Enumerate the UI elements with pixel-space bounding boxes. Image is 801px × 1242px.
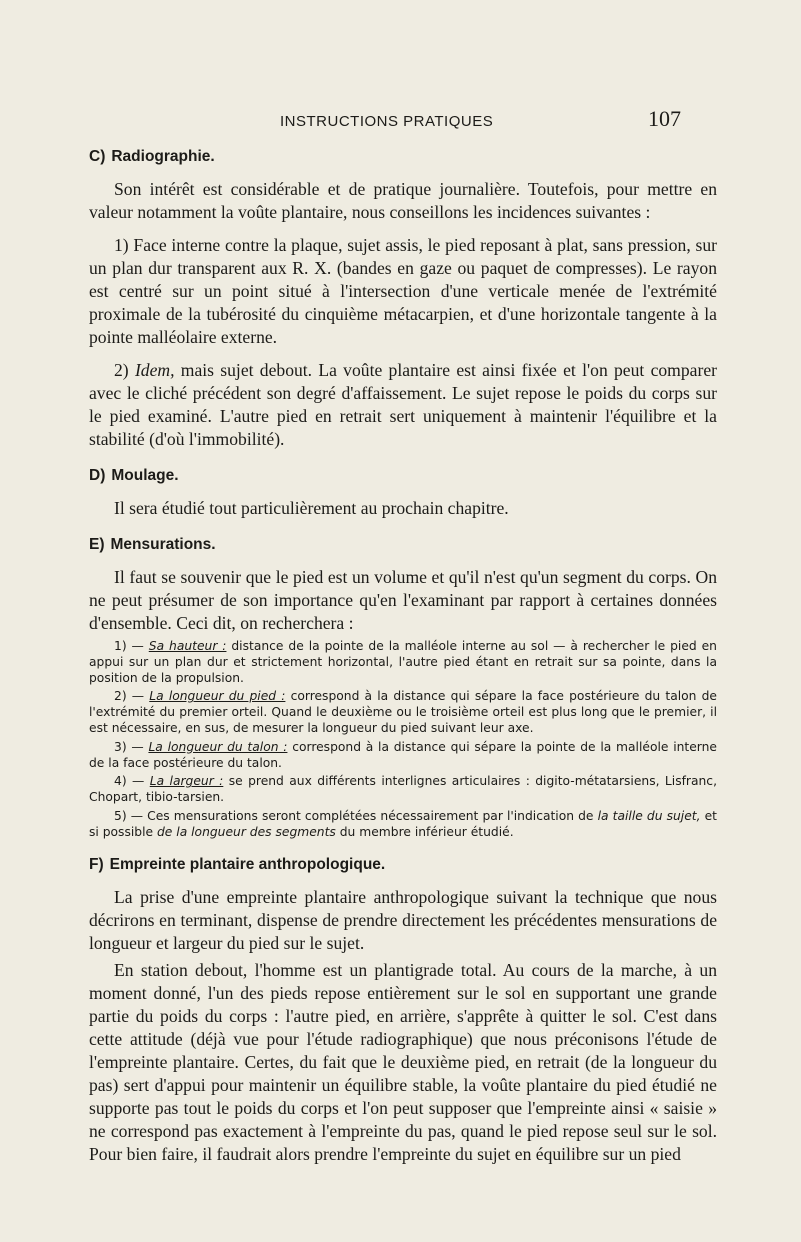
measurement-1 [89,639,717,686]
section-f-label: F) [89,855,104,873]
item-number: 2) [114,360,129,380]
emphasis: de la longueur des segments [157,824,336,839]
item-text: se prend aux différents interlignes articulaires : digito-métatarsiens, Lisfranc, Chopart, tibio-tarsien. [89,774,717,805]
item-number: 3) — [114,739,149,754]
measurement-2 [89,689,717,736]
item-number: 4) — [114,774,150,789]
page-header [280,106,681,132]
section-f-paragraph-1: La prise d'une empreinte plantaire anthropologique suivant la technique que nous décrirons en terminant, dispense de prendre directement les précédentes mensurations de longueur et largeur du pied sur le sujet. [89,886,717,953]
section-d-text: Il sera étudié tout particulièrement au prochain chapitre. [114,498,509,518]
section-e-label: E) [89,536,105,553]
section-c-title: Radiographie. [111,148,215,165]
section-d-title: Moulage. [111,467,179,484]
section-d-label: D) [89,467,106,484]
item-number: 5) — [114,808,148,823]
section-f-heading [89,856,717,874]
section-f-title: Empreinte plantaire anthropologique. [109,855,386,873]
item-number: 2) — [114,689,150,704]
item-text: et si possible [89,808,717,839]
section-e-title: Mensurations. [110,536,216,553]
page-number: 107 [648,106,681,131]
section-c-intro: Son intérêt est considérable et de pratique journalière. Toutefois, pour mettre en valeur notamment la voûte plantaire, nous conseillons les incidences suivantes : [89,179,717,222]
section-c-heading [89,148,717,166]
section-e-heading [89,536,717,554]
measurement-5 [89,809,717,841]
item-text: mais sujet debout. La voûte plantaire est ainsi fixée et l'on peut comparer avec le cliché précédent son degré d'affaissement. Le sujet repose le poids du corps sur le pied examiné. L'autre pied en retrait sert uniquement à maintenir l'équilibre et la stabilité (d'où l'immobilité). [89,360,717,449]
item-text: du membre inférieur étudié. [335,824,514,839]
item-text: distance de la pointe de la malléole interne au sol — à rechercher le pied en appui sur un plan dur et strictement horizontal, l'autre pied étant en retrait sur sa pointe, dans la position de la propulsion. [89,639,717,685]
section-c-item-1: 1) Face interne contre la plaque, sujet assis, le pied reposant à plat, sans pression, sur un plan dur transparent aux R. X. (bandes en gaze ou paquet de compresses). Le rayon est centré sur un point situé à l'intersection d'une verticale menée de l'extrémité proximale de la tubérosité du cinquième métacarpien, et d'une horizontale tangente à la pointe malléolaire externe. [89,235,717,347]
section-d-heading [89,467,717,485]
term: La longueur du pied : [149,689,286,704]
section-f-paragraph-2: En station debout, l'homme est un plantigrade total. Au cours de la marche, à un moment donné, l'un des pieds repose entièrement sur le sol en supportant une grande partie du poids du corps : l'autre pied, en arrière, s'apprête à quitter le sol. C'est dans cette attitude (déjà vue pour l'étude radiographique) que nous préconisons l'étude de l'empreinte plantaire. Certes, du fait que le deuxième pied, en retrait (de la longueur du pas) sert d'appui pour maintenir un équilibre stable, la voûte plantaire du pied étudié ne supporte pas tout le poids du corps et l'on peut supposer que l'empreinte ainsi « saisie » ne correspond pas exactement à l'empreinte du pas, quand le pied repose seul sur le sol. Pour bien faire, il faudrait alors prendre l'empreinte du sujet en équilibre sur un pied [89,959,717,1164]
measurement-4 [89,774,717,806]
section-e-intro: Il faut se souvenir que le pied est un volume et qu'il n'est qu'un segment du corps. On ne peut présumer de son importance qu'en l'examinant par rapport à certaines données d'ensemble. Ceci dit, on recherchera : [89,567,717,633]
term: La longueur du talon : [148,739,288,754]
page-content [89,148,717,1176]
item-text: Ces mensurations seront complétées nécessairement par l'indication de [147,808,598,823]
item-text: correspond à la distance qui sépare la face postérieure du talon de l'extrémité du premier orteil. Quand le deuxième ou le troisième orteil est plus long que le premier, il est nécessaire, en sus, de mesurer la longueur du pied suivant leur axe. [89,689,717,735]
term: Sa hauteur : [148,639,227,653]
item-number: 1) — [114,639,149,653]
emphasis: Idem, [134,360,175,380]
section-c-label: C) [89,148,106,165]
emphasis: la taille du sujet, [597,808,701,823]
measurement-3 [89,740,717,772]
running-title: INSTRUCTIONS PRATIQUES [280,113,494,130]
term: La largeur : [149,774,224,789]
section-c-item-2 [89,359,717,451]
item-text: correspond à la distance qui sépare la pointe de la malléole interne de la face postérieure du talon. [89,739,717,770]
